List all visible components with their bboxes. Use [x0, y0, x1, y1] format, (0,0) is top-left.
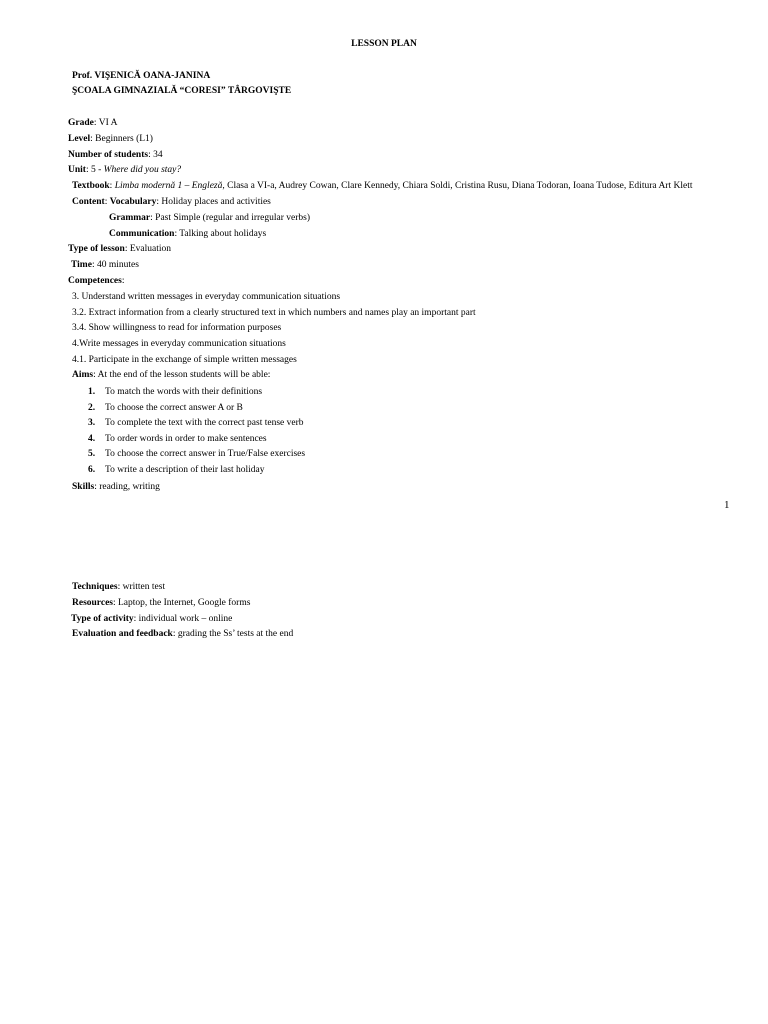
students-row: [68, 149, 163, 161]
aim-number: 4.: [88, 434, 96, 444]
aim-number: 3.: [88, 418, 96, 428]
content-label: Content: [72, 197, 105, 207]
lesson-type-label: Type of lesson: [68, 244, 125, 254]
competence-item: 4.Write messages in everyday communication situations: [72, 339, 286, 349]
aim-text: To complete the text with the correct past tense verb: [105, 418, 304, 428]
competence-item: 3. Understand written messages in everyday communication situations: [72, 292, 341, 302]
communication-label: Communication: [109, 229, 175, 239]
aims-intro: : At the end of the lesson students will be able:: [93, 370, 271, 380]
skills-row: [72, 481, 160, 493]
aim-item: [88, 448, 305, 460]
skills-value: : reading, writing: [94, 482, 160, 492]
grammar-value: : Past Simple (regular and irregular verbs): [150, 213, 311, 223]
skills-label: Skills: [72, 482, 95, 492]
unit-label: Unit: [68, 165, 86, 175]
evaluation-row: [72, 628, 293, 640]
aim-item: [88, 464, 264, 476]
techniques-row: [72, 581, 165, 593]
aim-item: [88, 402, 243, 414]
aims-label: Aims: [72, 370, 94, 380]
competences-label: Competences: [68, 276, 122, 286]
aim-number: 5.: [88, 449, 96, 459]
resources-row: [72, 597, 250, 609]
textbook-details: , Clasa a VI-a, Audrey Cowan, Clare Kennedy, Chiara Soldi, Cristina Rusu, Diana Todoran, Ioana Tudose, Editura Art Klett: [222, 181, 693, 191]
evaluation-value: : grading the Ss’ tests at the end: [172, 629, 294, 639]
lesson-type-row: [68, 243, 171, 255]
activity-label: Type of activity: [71, 614, 134, 624]
grade-label: Grade: [68, 118, 94, 128]
grammar-label: Grammar: [109, 213, 151, 223]
aim-number: 6.: [88, 465, 96, 475]
document-title: LESSON PLAN: [351, 39, 417, 49]
students-label: Number of students: [68, 150, 149, 160]
author-name: Prof. VIŞENICĂ OANA-JANINA: [72, 71, 211, 81]
competences-suffix: :: [121, 276, 125, 286]
aim-text: To choose the correct answer in True/False exercises: [105, 449, 306, 459]
unit-row: [68, 164, 181, 176]
time-row: [71, 259, 139, 271]
content-row: [72, 196, 271, 208]
aim-text: To match the words with their definitions: [105, 387, 263, 397]
students-value: : 34: [148, 150, 163, 160]
aim-number: 2.: [88, 403, 96, 413]
communication-value: : Talking about holidays: [174, 229, 267, 239]
resources-value: : Laptop, the Internet, Google forms: [112, 598, 251, 608]
page-number: 1: [724, 499, 730, 511]
competences-heading: [68, 275, 124, 287]
techniques-label: Techniques: [72, 582, 118, 592]
competence-item: 3.2. Extract information from a clearly structured text in which numbers and names play an important part: [72, 308, 476, 318]
aims-heading: [72, 369, 270, 381]
competence-item: 3.4. Show willingness to read for information purposes: [72, 323, 282, 333]
level-label: Level: [68, 134, 91, 144]
content-sep: :: [104, 197, 110, 207]
activity-value: : individual work – online: [133, 614, 233, 624]
lesson-type-value: : Evaluation: [124, 244, 172, 254]
level-row: [68, 133, 153, 145]
time-label: Time: [71, 260, 92, 270]
grammar-row: [109, 212, 310, 224]
textbook-label: Textbook: [72, 181, 110, 191]
textbook-row: [72, 180, 692, 192]
school-name: ŞCOALA GIMNAZIALĂ “CORESI” TÂRGOVIŞTE: [72, 86, 292, 96]
evaluation-label: Evaluation and feedback: [72, 629, 173, 639]
textbook-title: Limba modernă 1 – Engleză: [114, 181, 223, 191]
aim-item: [88, 417, 304, 429]
aim-text: To write a description of their last holiday: [105, 465, 265, 475]
aim-number: 1.: [88, 387, 96, 397]
unit-prefix: : 5 -: [85, 165, 104, 175]
communication-row: [109, 228, 266, 240]
aim-item: [88, 386, 262, 398]
time-value: : 40 minutes: [91, 260, 139, 270]
unit-title: Where did you stay?: [103, 165, 182, 175]
level-value: : Beginners (L1): [90, 134, 153, 144]
aim-item: [88, 433, 267, 445]
resources-label: Resources: [72, 598, 113, 608]
techniques-value: : written test: [117, 582, 166, 592]
competence-item: 4.1. Participate in the exchange of simple written messages: [72, 355, 297, 365]
activity-row: [71, 613, 232, 625]
aim-text: To order words in order to make sentences: [105, 434, 267, 444]
grade-value: : VI A: [93, 118, 118, 128]
textbook-sep: :: [109, 181, 115, 191]
aim-text: To choose the correct answer A or B: [105, 403, 243, 413]
grade-row: [68, 117, 117, 129]
vocabulary-label: Vocabulary: [109, 197, 157, 207]
vocabulary-value: : Holiday places and activities: [156, 197, 271, 207]
